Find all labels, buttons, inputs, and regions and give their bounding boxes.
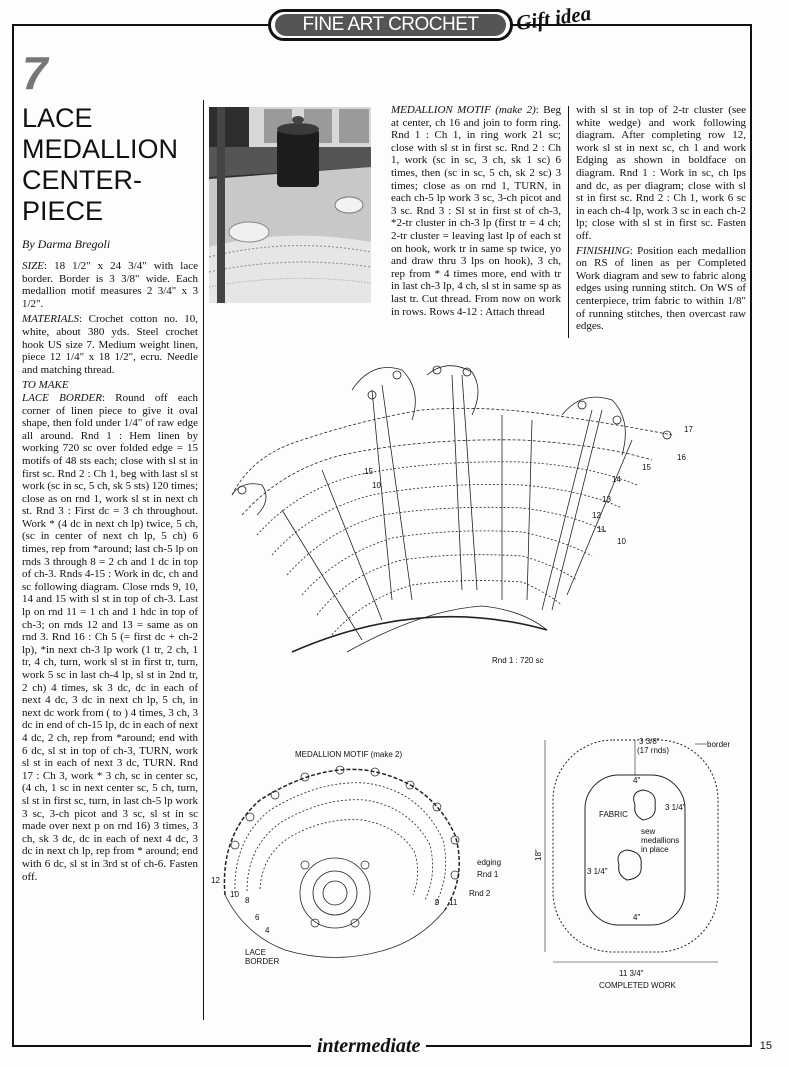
materials-label: MATERIALS (22, 313, 80, 326)
section-banner (268, 9, 513, 41)
height-label: 18" (534, 849, 543, 861)
row-number-label: 12 (211, 876, 220, 885)
size-paragraph (22, 260, 198, 310)
dim-right-label: 3 1/4" (665, 803, 686, 812)
lace-border-text: : Round off each corner of linen piece to give it oval shape, then fold under 1/4" of raw edge all around. Rnd 1 : Hem linen by working 720 sc over folded edge = 15 motifs of 48 sts each; close with sl st in first sc. Rnd 2 : Ch 1, beg with last sl st work (sc in sc, 5 ch, sk 5 sts) 120 times; close as on rnd 1, work sl st in next ch st. Rnd 3 : First dc = 3 ch throughout. Work * (4 dc in next ch lp) twice, 5 ch, (sc in center of next ch lp, 5 ch) 6 times, rep from *around; last ch-5 lp on rnds 3 through 8 = 2 ch and 1 dc in top of ch-3. Rnds 4-15 : Work in dc, ch and sc following diagram. Close rnds 9, 10, 14 and 15 with sl st in top of ch-3. Last lp on rnd 11 = 1 ch and 1 hdc in top of ch-3; on rnds 12 and 13 = same as on rnd 3. Rnd 16 : Ch 5 (= first dc + ch-2 lp), *in next ch-3 lp work (1 tr, 2 ch, 1 tr, 4 ch, turn, work sl st in first tr, turn, work 5 sc in last ch-4 lp, sl st in 2nd tr, 2 ch) 4 times, sk 3 dc, dc in each of next 4 dc, 3 dc in next ch lp, 5 ch, in next dc work from ( to ) 4 times, 3 ch, 3 dc in end of ch-15 lp, dc in each of next 4 dc, 2 ch, rep from *around; end with 6 dc, sl st in top of ch-3, TURN, work sl st in each of next 3 dc, TURN. Rnd 17 : Ch 3, work * 3 ch, sc in center sc, (4 ch, 1 sc in next center sc, 5 ch, turn, sl st in first sc, turn, in last ch-5 lp work 3 sc, 3-ch picot and 3 sc, sl st in sc made over next p on rnd 16) 3 times, 3 ch, sk 3 dc, dc in each of next 4 dc, 3 dc in next ch lp, rep from * around; end with 6 dc, sl st in 3rd st of ch-6. Fasten off. (22, 391, 198, 883)
motif-text: : Beg at center, ch 16 and join to form ring. Rnd 1 : Ch 1, in ring work 21 sc; close with sl st in first sc. Rnd 2 : Ch 1, work (sc in sc, 3 ch, sk 1 sc) 6 times, then (sc in sc, 5 ch, sk 2 sc) 3 times; close as on rnd 1, TURN, in each ch-5 lp work 3 sc, 3-ch picot and 3 sc. Rnd 3 : Sl st in first st of ch-3, *2-tr cluster in ch-3 lp (first tr = 4 ch; 2-tr cluster = leaving last lp of each st on hook, work tr in same sp twice, yo and draw thru 3 lps on hook), 3 ch, rep from * 4 times more, end with tr in last ch-3 lp, 4 ch, sl st in same sp as last tr. Cut thread. From now on work in rows. Rows 4-12 : Attach thread (391, 104, 561, 318)
dim-bottom-label: 4" (633, 913, 641, 922)
right-border-rule (750, 24, 752, 1046)
finishing-label: FINISHING (576, 244, 630, 257)
row-number-label: 16 (677, 453, 686, 462)
row-number-label: 15 (642, 463, 651, 472)
border-rnds-label: (17 rnds) (637, 746, 670, 755)
finishing-text: : Position each medallion on RS of linen as per Completed Work diagram and sew to fabric along edges using running stitch. On WS of centerpiece, trim fabric to within 1/8" of running stitches, then overcast raw edges. (576, 244, 746, 333)
instructions-right-column (576, 104, 746, 335)
title-line: MEDALLION (22, 134, 179, 164)
motif-label-edging: edging (477, 858, 502, 867)
instructions-middle-column (391, 104, 561, 318)
sew-label: sew (641, 827, 656, 836)
gift-idea-tag: Gift idea (514, 0, 593, 36)
row-number-label: 15 (364, 467, 373, 476)
to-make-label: TO MAKE (22, 379, 69, 392)
row-number-label: 13 (602, 495, 611, 504)
row-number-label: 11 (449, 898, 458, 907)
row-number-label: 10 (372, 481, 381, 490)
materials-text: : Crochet cotton no. 10, white, about 380 yds. Steel crochet hook US size 7. Medium weight linen, piece 12 1/4" x 18 1/2", ecru. Needle and matching thread. (22, 313, 198, 376)
medallion-motif-diagram (205, 745, 510, 970)
page-number: 15 (759, 1040, 772, 1052)
finishing-paragraph (576, 245, 746, 333)
motif-label: MEDALLION MOTIF (make 2) (391, 104, 536, 116)
motif-label-rnd1: Rnd 1 (477, 870, 499, 879)
completed-work-caption: COMPLETED WORK (599, 981, 676, 990)
motif-label-lace: LACE (245, 948, 266, 957)
title-line: CENTER- (22, 165, 142, 195)
left-border-rule (12, 24, 14, 1046)
dim-left-label: 3 1/4" (587, 867, 608, 876)
motif-diagram-title: MEDALLION MOTIF (make 2) (295, 750, 403, 759)
border-label: border (707, 740, 731, 749)
lace-border-label: LACE BORDER (22, 391, 102, 404)
size-label: SIZE (22, 260, 44, 272)
banner-text: FINE ART CROCHET (275, 14, 506, 36)
column-divider-right (568, 106, 569, 338)
border-width-label: 3 3/8" (639, 737, 660, 746)
row-number-label: 8 (245, 896, 250, 905)
motif-continued-paragraph: with sl st in top of 2-tr cluster (see white wedge) and work following diagram. After completing row 12, work sl st in next sc, ch 1 and work Edging as shown in boldface on diagram. Rnd 1 : Work in sc, ch lps and dc, as per diagram; close with sl st in first sc. Rnd 2 : Ch 1, work 6 sc in each ch-4 lp, work 3 sc in each ch-2 lp; close with sl st in first sc. Fasten off. (576, 104, 746, 242)
column-divider (203, 100, 204, 1020)
lace-border-paragraph (22, 392, 198, 883)
sew-label: in place (641, 845, 669, 854)
row-number-label: 14 (612, 475, 621, 484)
to-make-paragraph (22, 379, 198, 392)
motif-label-border: BORDER (245, 957, 280, 966)
row-number-label: 10 (230, 890, 239, 899)
row-number-label: 10 (617, 537, 626, 546)
byline: By Darma Bregoli (22, 237, 111, 251)
dim-top-label: 4" (633, 776, 641, 785)
skill-level-badge: intermediate (311, 1035, 426, 1058)
photo-illustration (209, 107, 371, 303)
materials-paragraph (22, 313, 198, 376)
article-number: 7 (22, 47, 48, 99)
row-number-label: 12 (592, 511, 601, 520)
row-number-label: 17 (684, 425, 693, 434)
lace-border-diagram (222, 360, 702, 680)
title-line: PIECE (22, 196, 104, 226)
completed-work-diagram (535, 730, 745, 990)
motif-label-rnd2: Rnd 2 (469, 889, 491, 898)
row-number-label: 9 (435, 898, 440, 907)
title-line: LACE (22, 103, 93, 133)
fabric-label: FABRIC (599, 810, 628, 819)
row-number-label: 11 (597, 525, 606, 534)
centerpiece-photo (209, 107, 371, 303)
size-text: : 18 1/2" x 24 3/4" with lace border. Border is 3 3/8" wide. Each medallion motif measures 2 3/4" x 3 1/2". (22, 260, 198, 310)
sew-label: medallions (641, 836, 680, 845)
article-title (22, 103, 200, 227)
instructions-left-column (22, 260, 198, 886)
row-number-label: 6 (255, 913, 260, 922)
width-label: 11 3/4" (619, 969, 644, 978)
rnd1-label: Rnd 1 : 720 sc (492, 656, 544, 665)
row-number-label: 4 (265, 926, 270, 935)
motif-paragraph (391, 104, 561, 318)
